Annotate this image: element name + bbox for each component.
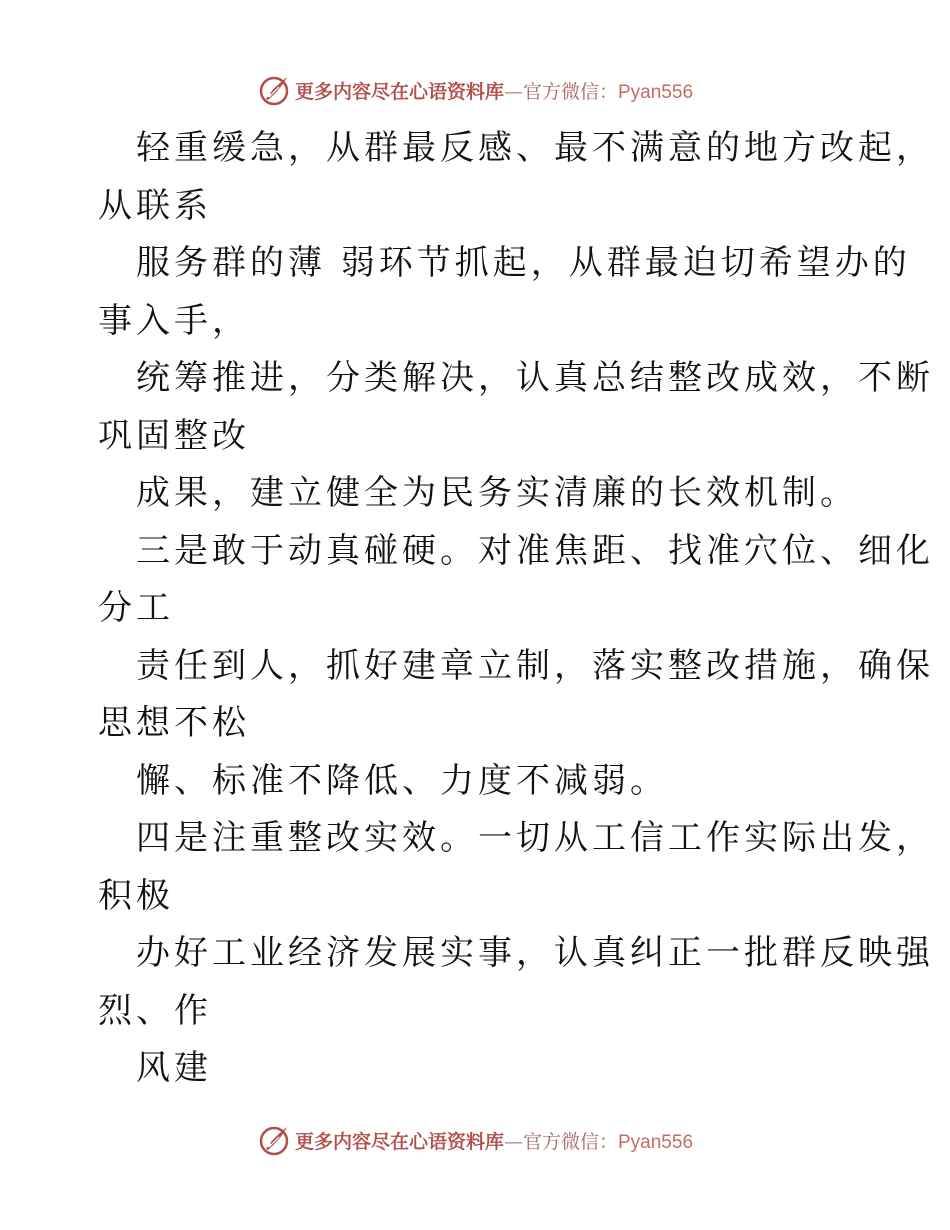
text-line: 服务群的薄 弱环节抓起，从群最迫切希望办的 — [136, 243, 911, 283]
text-line: 懈、标准不降低、力度不减弱。 — [136, 760, 668, 801]
text-line: 分工 — [98, 588, 174, 628]
footer-banner-wechat-id: Pyan556 — [618, 1131, 694, 1153]
text-line: 四是注重整改实效。一切从工信工作实际出发， — [136, 818, 934, 858]
text-line: 轻重缓急，从群最反感、最不满意的地方改起， — [136, 128, 934, 168]
header-banner-dash: — — [503, 80, 523, 103]
text-line: 成果，建立健全为民务实清廉的长效机制。 — [136, 473, 858, 513]
text-line: 巩固整改 — [98, 415, 250, 456]
text-line: 三是敢于动真碰硬。对准焦距、找准穴位、细化 — [136, 530, 934, 571]
footer-banner — [0, 1120, 950, 1160]
text-line: 思想不松 — [98, 703, 250, 743]
text-line: 积极 — [98, 875, 174, 916]
text-line: 风建 — [136, 1048, 212, 1088]
text-line: 责任到人，抓好建章立制，落实整改措施，确保 — [136, 645, 934, 686]
body-text — [98, 120, 934, 1098]
footer-banner-slogan: 更多内容尽在心语资料库 — [294, 1130, 504, 1153]
header-banner-wechat-label: 官方微信： — [522, 80, 618, 103]
text-line: 统筹推进，分类解决，认真总结整改成效，不断 — [136, 358, 934, 398]
text-line: 办好工业经济发展实事，认真纠正一批群反映强 — [136, 933, 934, 973]
footer-banner-wechat-label: 官方微信： — [522, 1130, 618, 1153]
text-line: 烈、作 — [98, 990, 212, 1031]
footer-banner-dash: — — [503, 1130, 523, 1153]
text-line: 事入手， — [98, 300, 250, 341]
header-banner-wechat-id: Pyan556 — [618, 81, 694, 103]
header-banner-text — [295, 77, 693, 104]
quill-pen-logo-icon — [257, 1123, 291, 1157]
header-banner-slogan: 更多内容尽在心语资料库 — [294, 80, 504, 103]
footer-banner-text — [295, 1127, 693, 1154]
quill-pen-logo-icon — [257, 73, 291, 107]
header-banner — [0, 70, 950, 110]
text-line: 从联系 — [98, 185, 212, 226]
